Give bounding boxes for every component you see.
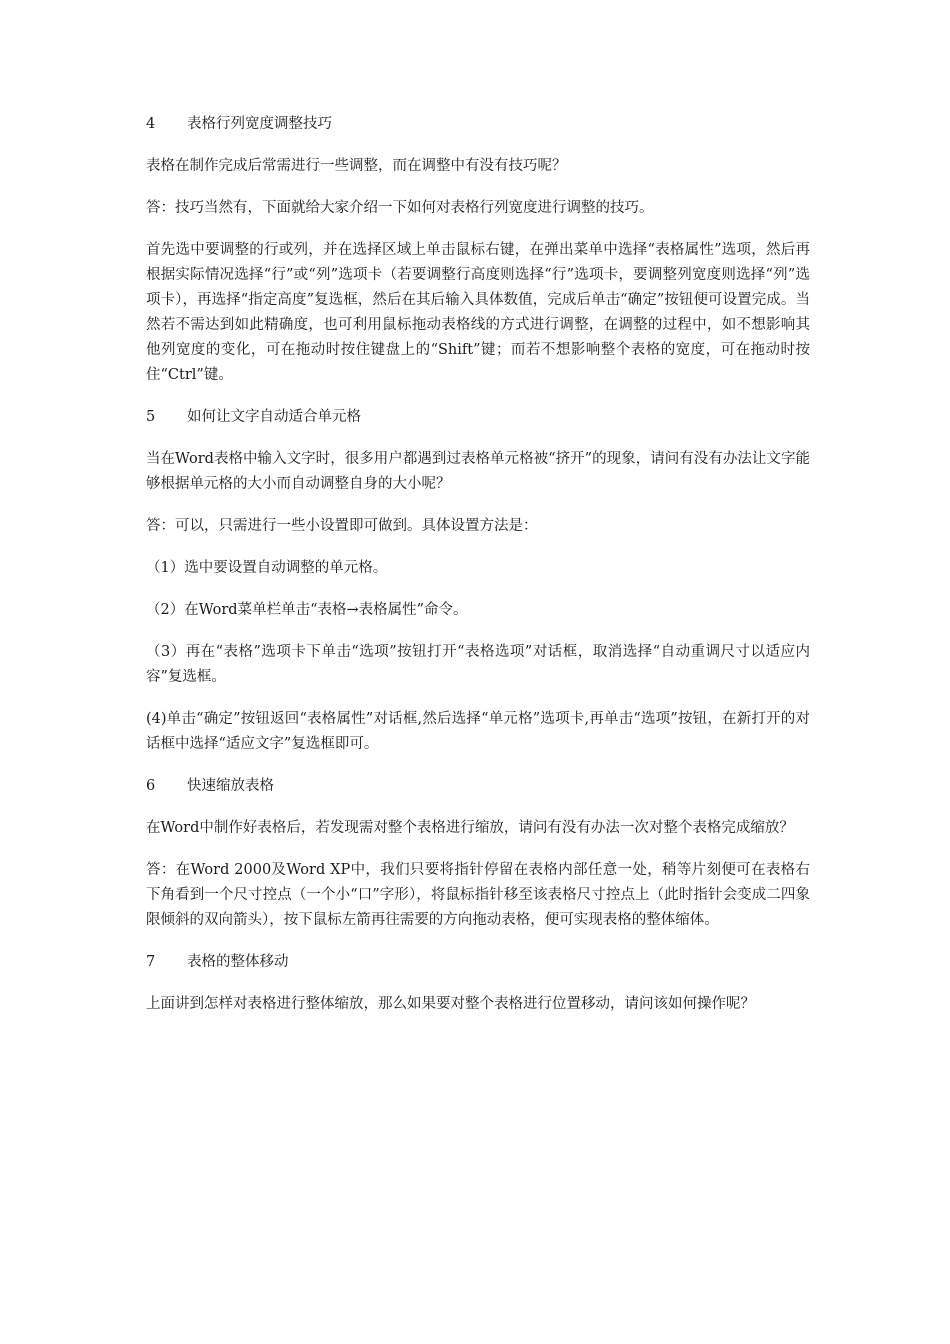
- document-page: [146, 112, 810, 1034]
- section-heading-4: [146, 112, 810, 137]
- paragraph: 在Word中制作好表格后，若发现需对整个表格进行缩放，请问有没有办法一次对整个表格完成缩放？: [146, 820, 794, 836]
- paragraph: 答：在Word 2000及Word XP中，我们只要将指针停留在表格内部任意一处，稍等片刻便可在表格右下角看到一个尺寸控点（一个小“口”字形），将鼠标指针移至该表格尺寸控点上（此时指针会变成二四象限倾斜的双向箭头），按下鼠标左箭再往需要的方向拖动表格，便可实现表格的整体缩体。: [146, 862, 810, 928]
- paragraph: 答：技巧当然有，下面就给大家介绍一下如何对表格行列宽度进行调整的技巧。: [146, 200, 654, 216]
- paragraph: 当在Word表格中输入文字时，很多用户都遇到过表格单元格被“挤开”的现象，请问有没有办法让文字能够根据单元格的大小而自动调整自身的大小呢？: [146, 451, 810, 492]
- list-item: （3）再在“表格”选项卡下单击“选项”按钮打开“表格选项”对话框，取消选择“自动重调尺寸以适应内容”复选框。: [146, 644, 810, 685]
- section-title: 如何让文字自动适合单元格: [187, 409, 361, 425]
- section-number: 7: [146, 954, 156, 970]
- section-number: 5: [146, 409, 156, 425]
- list-item: （1）选中要设置自动调整的单元格。: [146, 560, 388, 576]
- paragraph: 答：可以，只需进行一些小设置即可做到。具体设置方法是：: [146, 518, 538, 534]
- paragraph: 上面讲到怎样对表格进行整体缩放，那么如果要对整个表格进行位置移动，请问该如何操作呢？: [146, 996, 755, 1012]
- list-item: (4)单击“确定”按钮返回“表格属性”对话框,然后选择“单元格”选项卡,再单击“选项”按钮，在新打开的对话框中选择“适应文字”复选框即可。: [146, 711, 810, 752]
- section-heading-6: [146, 774, 810, 799]
- section-title: 快速缩放表格: [187, 778, 274, 794]
- section-title: 表格行列宽度调整技巧: [187, 116, 332, 132]
- paragraph: 表格在制作完成后常需进行一些调整，而在调整中有没有技巧呢？: [146, 158, 567, 174]
- section-heading-7: [146, 950, 810, 975]
- section-title: 表格的整体移动: [187, 954, 289, 970]
- section-number: 4: [146, 116, 156, 132]
- list-item: （2）在Word菜单栏单击“表格→表格属性”命令。: [146, 602, 468, 618]
- section-heading-5: [146, 405, 810, 430]
- paragraph: 首先选中要调整的行或列，并在选择区域上单击鼠标右键，在弹出菜单中选择“表格属性”选项，然后再根据实际情况选择“行”或“列”选项卡（若要调整行高度则选择“行”选项卡，要调整列宽度则选择“列”选项卡），再选择“指定高度”复选框，然后在其后输入具体数值，完成后单击“确定”按钮便可设置完成。当然若不需达到如此精确度，也可利用鼠标拖动表格线的方式进行调整，在调整的过程中，如不想影响其他列宽度的变化，可在拖动时按住键盘上的“Shift”键；而若不想影响整个表格的宽度，可在拖动时按住“Ctrl”键。: [146, 242, 810, 383]
- section-number: 6: [146, 778, 156, 794]
